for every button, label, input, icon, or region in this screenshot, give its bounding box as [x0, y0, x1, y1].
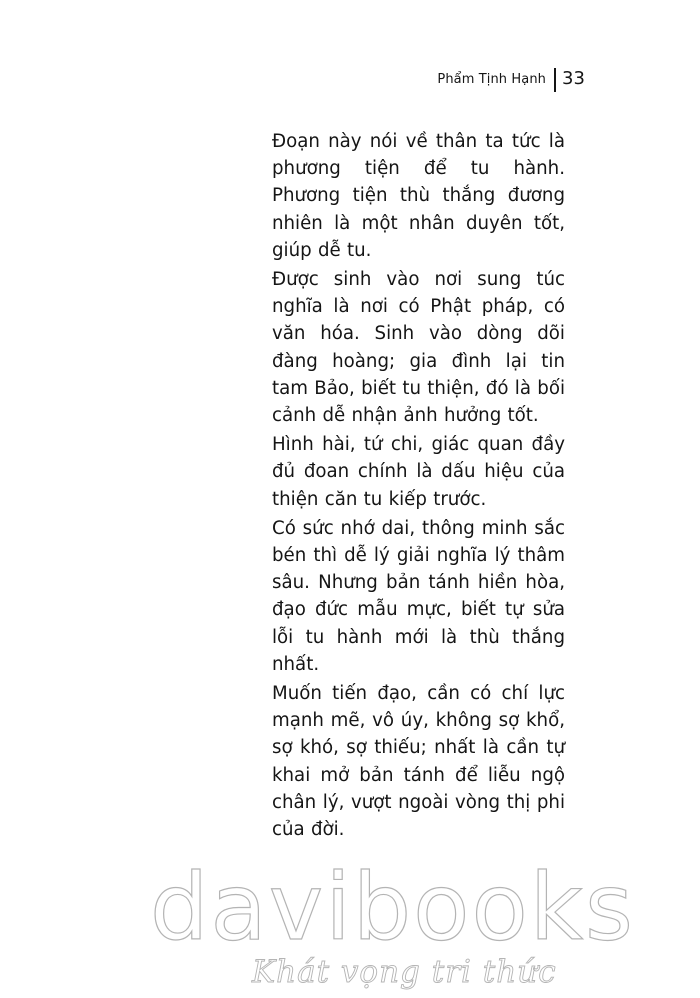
paragraph: Đoạn này nói về thân ta tức là phương tiện để tu hành. Phương tiện thù thắng đương nhiên là một nhân duyên tốt, giúp dễ tu. [272, 131, 565, 261]
paragraph: Muốn tiến đạo, cần có chí lực mạnh mẽ, vô úy, không sợ khổ, sợ khó, sợ thiếu; nhất là cần tự khai mở bản tánh để liễu ngộ chân lý, vượt ngoài vòng thị phi của đời. [272, 683, 565, 841]
publisher-watermark [150, 854, 635, 998]
chapter-title: Phẩm Tịnh Hạnh [437, 72, 546, 87]
header-divider [554, 68, 556, 92]
paragraph: Có sức nhớ dai, thông minh sắc bén thì dễ lý giải nghĩa lý thâm sâu. Nhưng bản tánh hiền hòa, đạo đức mẫu mực, biết tự sửa lỗi tu hành mới là thù thắng nhất. [272, 517, 565, 675]
watermark-slogan: Khát vọng tri thức [252, 954, 557, 990]
watermark-brand: davibooks [150, 854, 635, 961]
paragraph: Hình hài, tứ chi, giác quan đầy đủ đoan chính là dấu hiệu của thiện căn tu kiếp trước. [272, 434, 565, 510]
running-header [380, 66, 600, 96]
page-number: 33 [562, 68, 585, 89]
paragraph: Được sinh vào nơi sung túc nghĩa là nơi có Phật pháp, có văn hóa. Sinh vào dòng dõi đàng hoàng; gia đình lại tin tam Bảo, biết tu thiện, đó là bối cảnh dễ nhận ảnh hưởng tốt. [272, 269, 565, 427]
body-text [272, 128, 565, 845]
